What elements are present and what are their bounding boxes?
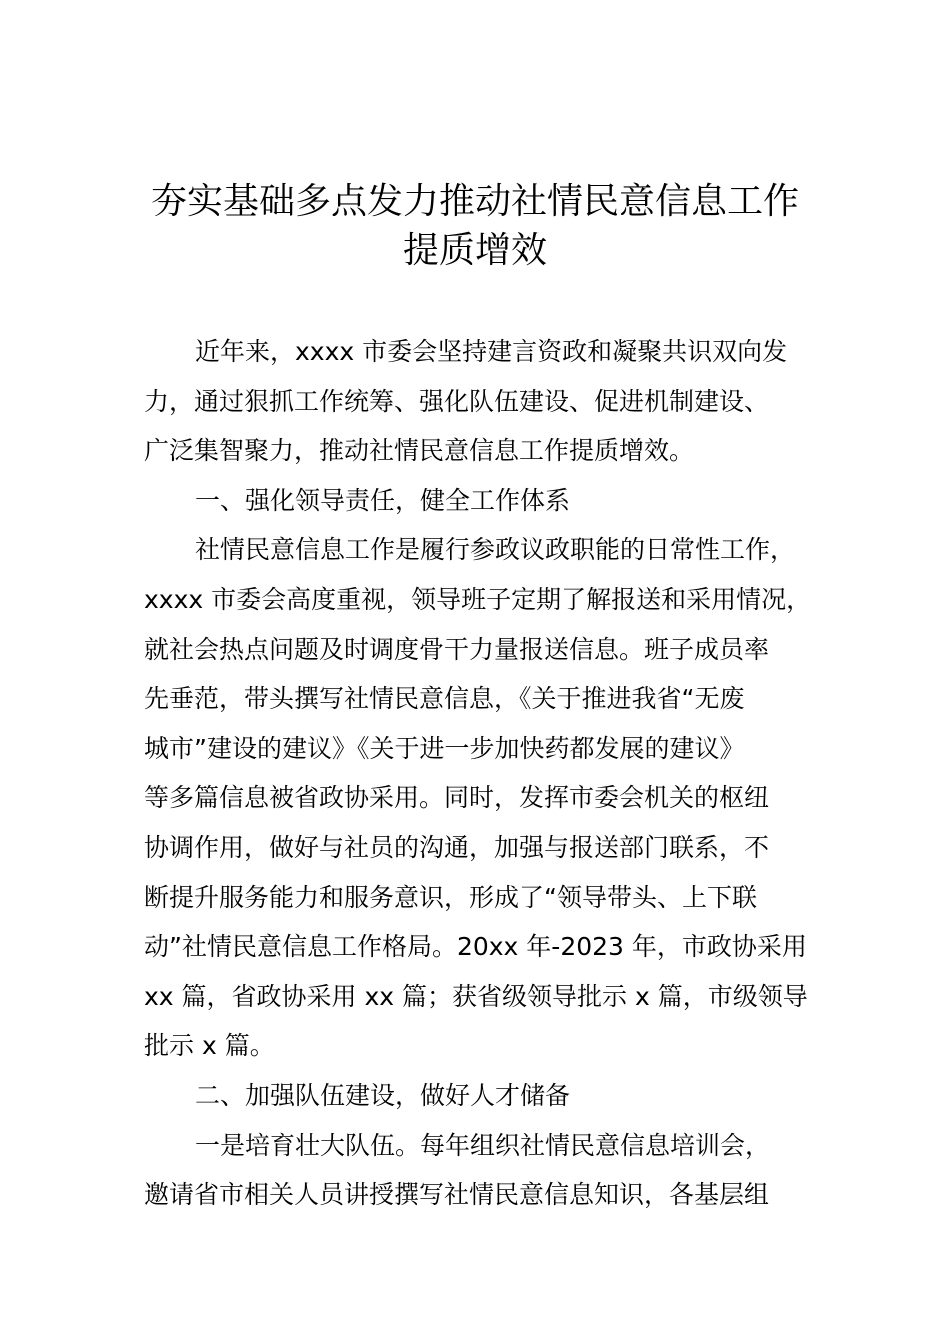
paragraph-line: 等多篇信息被省政协采用。同时，发挥市委会机关的枢纽 [144,783,770,813]
paragraph-line: 批示 x 篇。 [144,1031,275,1061]
paragraph-line: 就社会热点问题及时调度骨干力量报送信息。班子成员率 [144,634,770,664]
paragraph-line: 城市”建设的建议》《关于进一步加快药都发展的建议》 [144,733,745,763]
paragraph-line: 先垂范，带头撰写社情民意信息，《关于推进我省“无废 [144,684,745,714]
paragraph-line: 邀请省市相关人员讲授撰写社情民意信息知识，各基层组 [144,1180,770,1210]
section-heading-1: 一、强化领导责任，健全工作体系 [195,485,571,515]
paragraph-line: 断提升服务能力和服务意识，形成了“领导带头、上下联 [144,882,757,912]
paragraph-line: 社情民意信息工作是履行参政议政职能的日常性工作， [195,535,796,565]
paragraph-section-1 [144,525,824,1071]
document-body [144,327,824,1220]
paragraph-line: xxxx 市委会高度重视，领导班子定期了解报送和采用情况， [144,584,812,614]
paragraph-section-2 [144,1121,824,1220]
paragraph-intro [144,327,824,476]
paragraph-line: 一是培育壮大队伍。每年组织社情民意信息培训会， [195,1130,771,1160]
document-title-line-2: 提质增效 [402,230,547,271]
paragraph-line: 近年来，xxxx 市委会坚持建言资政和凝聚共识双向发 [195,337,788,366]
section-heading-2: 二、加强队伍建设，做好人才储备 [195,1080,571,1110]
document-title-line-1: 夯实基础多点发力推动社情民意信息工作 [150,181,799,222]
paragraph-line: 广泛集智聚力，推动社情民意信息工作提质增效。 [144,436,695,466]
paragraph-line: 协调作用，做好与社员的沟通，加强与报送部门联系，不 [144,832,770,862]
paragraph-line: xx 篇，省政协采用 xx 篇；获省级领导批示 x 篇，市级领导 [144,981,808,1011]
paragraph-line: 力，通过狠抓工作统筹、强化队伍建设、促进机制建设、 [144,386,770,416]
paragraph-line: 动”社情民意信息工作格局。20xx 年-2023 年，市政协采用 [144,932,807,962]
